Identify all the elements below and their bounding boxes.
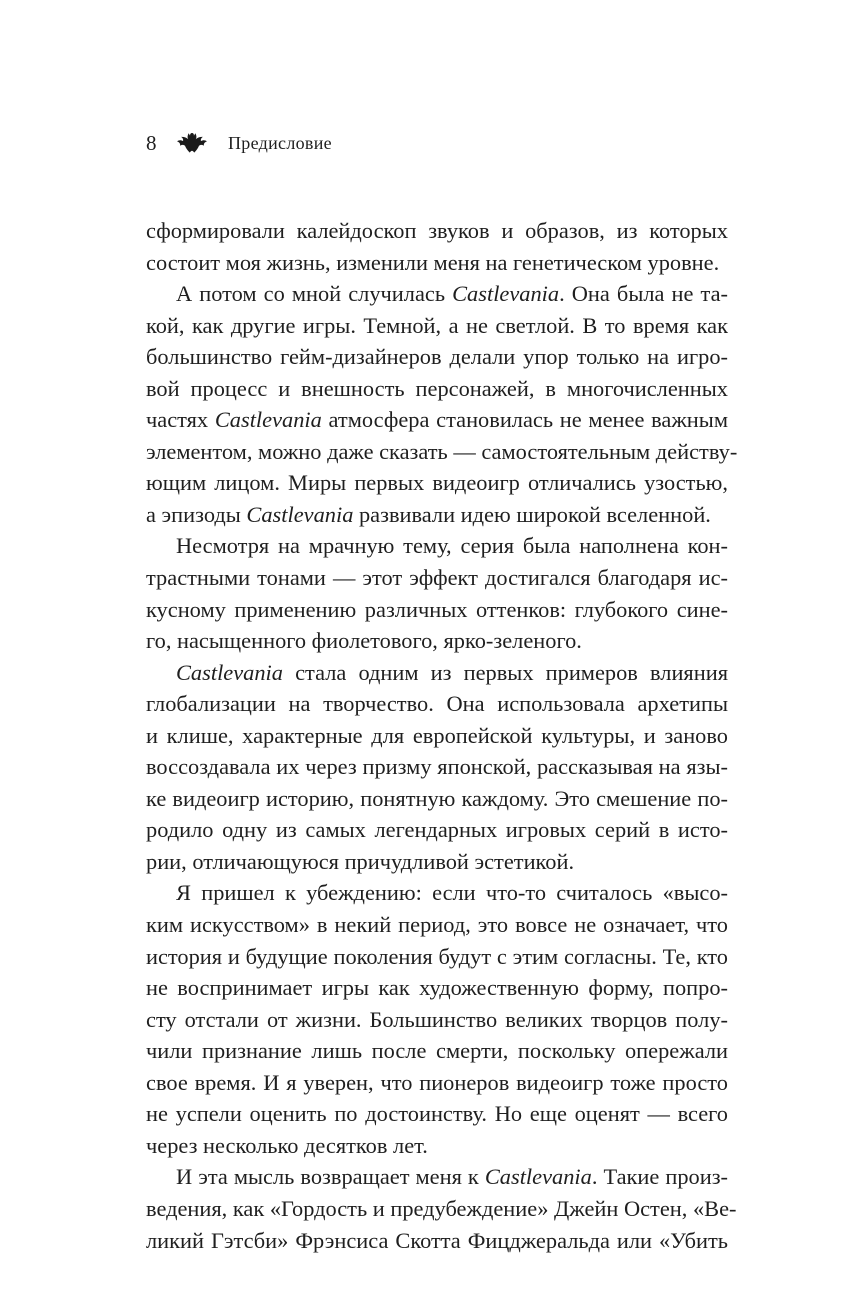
text-run: кой, как другие игры. Темной, а не светлой. В то время как — [146, 312, 728, 338]
paragraph — [146, 530, 728, 656]
body-text — [146, 215, 738, 1256]
text-line — [146, 404, 728, 436]
italic-title: Castlevania — [246, 501, 354, 527]
text-line — [146, 1225, 728, 1257]
text-run: элементом, можно даже сказать — самостоятельным действу- — [146, 438, 738, 464]
text-run: А потом со мной случилась — [176, 281, 453, 307]
text-run: ким искусством» в некий период, это вовсе не означает, что — [146, 912, 728, 938]
text-line — [146, 247, 728, 279]
text-run: большинство гейм-дизайнеров делали упор только на игро- — [146, 344, 728, 370]
text-line — [146, 530, 728, 562]
italic-title: Castlevania — [484, 1164, 592, 1190]
text-line — [146, 972, 728, 1004]
text-run: ющим лицом. Миры первых видеоигр отличались узостью, — [146, 470, 728, 496]
text-run: и клише, характерные для европейской культуры, и заново — [146, 722, 728, 748]
text-run: кусному применению различных оттенков: глубокого сине- — [146, 596, 728, 622]
text-run: сту отстали от жизни. Большинство великих творцов полу- — [146, 1006, 728, 1032]
text-line — [146, 1035, 728, 1067]
text-line — [146, 941, 728, 973]
text-run: не успели оценить по достоинству. Но еще оценят — всего — [146, 1101, 728, 1127]
text-run: рии, отличающуюся причудливой эстетикой. — [146, 848, 575, 874]
text-line — [146, 1130, 728, 1162]
bat-icon — [176, 128, 208, 158]
running-title: Предисловие — [228, 133, 332, 153]
text-line — [146, 751, 728, 783]
text-run: ке видеоигр историю, понятную каждому. Это смешение по- — [146, 785, 728, 811]
text-run: Я пришел к убеждению: если что-то считалось «высо- — [176, 880, 728, 906]
text-run: история и будущие поколения будут с этим согласны. Те, кто — [146, 943, 728, 969]
text-run: вой процесс и внешность персонажей, в многочисленных — [146, 375, 728, 401]
text-line — [146, 341, 728, 373]
text-run: воссоздавала их через призму японской, рассказывая на язы- — [146, 754, 728, 780]
italic-title: Castlevania — [214, 407, 322, 433]
page-number: 8 — [146, 131, 157, 155]
paragraph — [146, 657, 728, 878]
text-line — [146, 215, 728, 247]
text-line — [146, 846, 728, 878]
text-line — [146, 594, 728, 626]
text-line — [146, 1193, 737, 1225]
text-run: а эпизоды — [146, 501, 247, 527]
paragraph — [146, 278, 738, 530]
text-line — [146, 877, 728, 909]
text-line — [146, 278, 728, 310]
text-run: . Такие произ- — [591, 1164, 729, 1190]
text-line — [146, 688, 728, 720]
text-line — [146, 625, 728, 657]
text-line — [146, 909, 728, 941]
text-line — [146, 310, 728, 342]
text-run: атмосфера становилась не менее важным — [321, 407, 729, 433]
text-run: родило одну из самых легендарных игровых серий в исто- — [146, 817, 728, 843]
text-line — [146, 720, 728, 752]
text-run: свое время. И я уверен, что пионеров видеоигр тоже просто — [146, 1069, 728, 1095]
text-run: частях — [146, 407, 215, 433]
text-line — [146, 1161, 728, 1193]
text-run: через несколько десятков лет. — [146, 1132, 428, 1158]
italic-title: Castlevania — [176, 659, 283, 685]
text-run: трастными тонами — этот эффект достигался благодаря ис- — [146, 565, 728, 591]
paragraph — [146, 877, 728, 1161]
text-run: сформировали калейдоскоп звуков и образов, из которых — [146, 218, 728, 243]
text-line — [146, 783, 728, 815]
text-run: ведения, как «Гордость и предубеждение» Джейн Остен, «Ве- — [146, 1195, 737, 1221]
text-run: чили признание лишь после смерти, поскольку опережали — [146, 1038, 728, 1064]
text-run: стала одним из первых примеров влияния — [282, 659, 728, 685]
text-run: состоит моя жизнь, изменили меня на генетическом уровне. — [146, 249, 720, 275]
text-line — [146, 1004, 728, 1036]
text-run: И эта мысль возвращает меня к — [176, 1164, 485, 1190]
text-run: ликий Гэтсби» Фрэнсиса Скотта Фицджеральда или «Убить — [146, 1227, 728, 1253]
text-line — [146, 373, 728, 405]
italic-title: Castlevania — [452, 281, 560, 307]
text-run: . Она была не та- — [559, 281, 728, 307]
text-line — [146, 499, 728, 531]
text-line — [146, 1098, 728, 1130]
text-line — [146, 467, 728, 499]
text-run: го, насыщенного фиолетового, ярко-зеленого. — [146, 628, 582, 654]
text-run: не воспринимает игры как художественную форму, попро- — [146, 975, 728, 1001]
text-line — [146, 814, 728, 846]
page-header — [146, 126, 332, 160]
paragraph — [146, 1161, 737, 1256]
text-line — [146, 657, 728, 689]
text-line — [146, 436, 738, 468]
text-run: Несмотря на мрачную тему, серия была наполнена кон- — [176, 533, 728, 559]
text-run: глобализации на творчество. Она использовала архетипы — [146, 691, 728, 717]
text-line — [146, 562, 728, 594]
paragraph — [146, 215, 728, 278]
text-run: развивали идею широкой вселенной. — [353, 501, 711, 527]
text-line — [146, 1067, 728, 1099]
